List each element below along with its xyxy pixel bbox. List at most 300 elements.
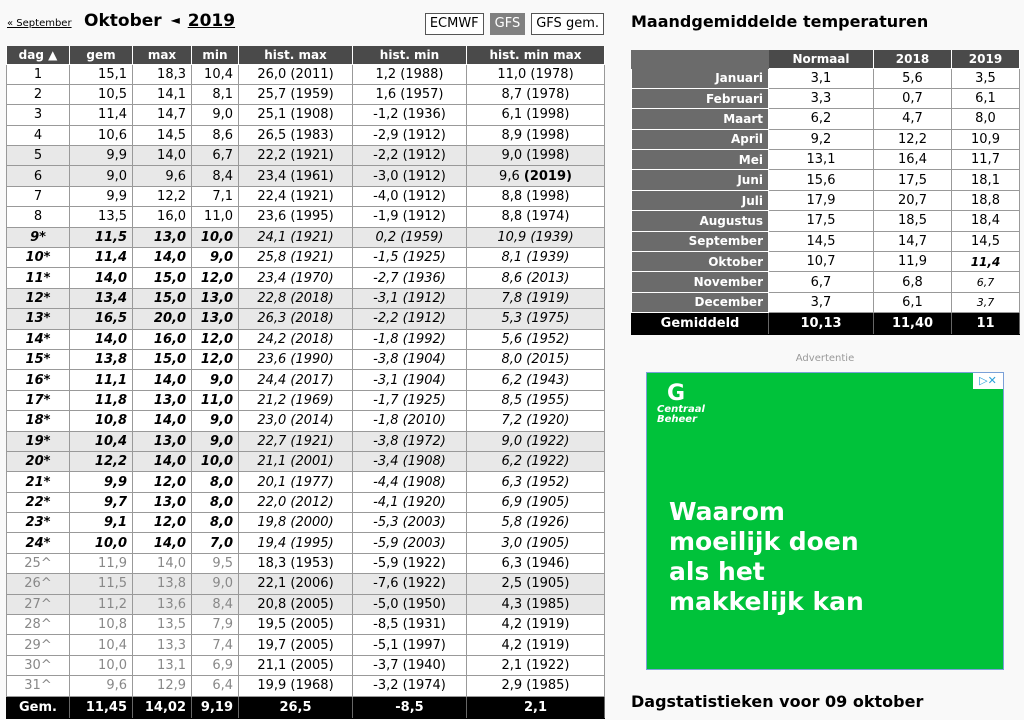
monthly-row bbox=[632, 129, 1020, 149]
month-label: Oktober bbox=[632, 252, 769, 272]
monthly-row bbox=[632, 190, 1020, 210]
hist-min-cell: 1,6 (1957) bbox=[353, 84, 467, 104]
min-cell: 11,0 bbox=[192, 207, 239, 227]
monthly-footer-label: Gemiddeld bbox=[632, 313, 769, 335]
hist-min-max-cell: 11,0 (1978) bbox=[467, 64, 605, 84]
footer-hist-min-max: 2,1 bbox=[467, 696, 605, 718]
table-row bbox=[7, 655, 605, 675]
monthly-row bbox=[632, 211, 1020, 231]
month-label: Juni bbox=[632, 170, 769, 190]
monthly-footer-row bbox=[632, 313, 1020, 335]
brand-name-line2: Beheer bbox=[657, 414, 698, 425]
centraal-beheer-logo bbox=[657, 383, 705, 425]
table-footer-row bbox=[7, 696, 605, 718]
table-row bbox=[7, 635, 605, 655]
hist-max-cell: 22,0 (2012) bbox=[239, 492, 353, 512]
min-cell: 9,0 bbox=[192, 105, 239, 125]
gem-cell: 10,0 bbox=[70, 533, 133, 553]
hist-min-cell: -3,8 (1904) bbox=[353, 349, 467, 369]
year-2019-cell: 8,0 bbox=[952, 109, 1020, 129]
month-label: Februari bbox=[632, 88, 769, 108]
day-cell: 3 bbox=[7, 105, 70, 125]
ad-headline-line: Waarom bbox=[669, 497, 785, 526]
gem-cell: 13,5 bbox=[70, 207, 133, 227]
normaal-cell: 3,7 bbox=[769, 292, 874, 312]
hist-min-cell: -2,2 (1912) bbox=[353, 309, 467, 329]
hist-max-cell: 23,4 (1970) bbox=[239, 268, 353, 288]
min-cell: 9,0 bbox=[192, 248, 239, 268]
normaal-cell: 10,7 bbox=[769, 252, 874, 272]
table-row bbox=[7, 186, 605, 206]
hist-min-max-cell: 6,2 (1922) bbox=[467, 451, 605, 471]
year-2018-cell: 18,5 bbox=[874, 211, 952, 231]
table-row bbox=[7, 125, 605, 145]
gem-cell: 11,1 bbox=[70, 370, 133, 390]
hist-min-cell: -2,7 (1936) bbox=[353, 268, 467, 288]
footer-min: 9,19 bbox=[192, 696, 239, 718]
gem-cell: 10,5 bbox=[70, 84, 133, 104]
hist-min-cell: -1,7 (1925) bbox=[353, 390, 467, 410]
monthly-row bbox=[632, 150, 1020, 170]
hist-min-max-cell: 4,2 (1919) bbox=[467, 635, 605, 655]
column-header-max[interactable]: max bbox=[133, 46, 192, 64]
year-2018-cell: 0,7 bbox=[874, 88, 952, 108]
hist-max-cell: 26,3 (2018) bbox=[239, 309, 353, 329]
footer-hist-min: -8,5 bbox=[353, 696, 467, 718]
gem-cell: 10,8 bbox=[70, 411, 133, 431]
max-cell: 9,6 bbox=[133, 166, 192, 186]
year-2019-cell: 10,9 bbox=[952, 129, 1020, 149]
max-cell: 14,0 bbox=[133, 553, 192, 573]
min-cell: 13,0 bbox=[192, 309, 239, 329]
table-row bbox=[7, 309, 605, 329]
day-cell: 7 bbox=[7, 186, 70, 206]
month-label: April bbox=[632, 129, 769, 149]
day-cell: 15* bbox=[7, 349, 70, 369]
max-cell: 16,0 bbox=[133, 207, 192, 227]
ad-headline bbox=[669, 497, 864, 617]
min-cell: 6,7 bbox=[192, 146, 239, 166]
day-cell: 11* bbox=[7, 268, 70, 288]
max-cell: 12,2 bbox=[133, 186, 192, 206]
hist-max-cell: 24,4 (2017) bbox=[239, 370, 353, 390]
min-cell: 9,0 bbox=[192, 431, 239, 451]
hist-min-max-cell: 2,5 (1905) bbox=[467, 574, 605, 594]
day-cell: 29^ bbox=[7, 635, 70, 655]
gem-cell: 11,9 bbox=[70, 553, 133, 573]
hist-min-cell: -1,5 (1925) bbox=[353, 248, 467, 268]
normaal-cell: 6,2 bbox=[769, 109, 874, 129]
brand-name-line1: Centraal bbox=[657, 404, 705, 415]
hist-min-max-cell: 5,6 (1952) bbox=[467, 329, 605, 349]
hist-min-cell: -3,2 (1974) bbox=[353, 676, 467, 696]
day-cell: 5 bbox=[7, 146, 70, 166]
month-name: Oktober bbox=[84, 11, 162, 31]
footer-max: 14,02 bbox=[133, 696, 192, 718]
max-cell: 15,0 bbox=[133, 268, 192, 288]
table-row bbox=[7, 574, 605, 594]
min-cell: 8,0 bbox=[192, 472, 239, 492]
previous-month-link[interactable]: « September bbox=[7, 18, 72, 29]
min-cell: 11,0 bbox=[192, 390, 239, 410]
max-cell: 15,0 bbox=[133, 349, 192, 369]
min-cell: 9,0 bbox=[192, 574, 239, 594]
table-row bbox=[7, 207, 605, 227]
hist-min-max-cell: 6,1 (1998) bbox=[467, 105, 605, 125]
hist-max-cell: 19,8 (2000) bbox=[239, 513, 353, 533]
month-label: Maart bbox=[632, 109, 769, 129]
month-label: September bbox=[632, 231, 769, 251]
ad-headline-line: moeilijk doen bbox=[669, 527, 859, 556]
day-cell: 20* bbox=[7, 451, 70, 471]
max-cell: 13,0 bbox=[133, 492, 192, 512]
footer-label: Gem. bbox=[7, 696, 70, 718]
hist-min-max-cell: 10,9 (1939) bbox=[467, 227, 605, 247]
hist-max-cell: 19,5 (2005) bbox=[239, 615, 353, 635]
gem-cell: 14,0 bbox=[70, 329, 133, 349]
hist-min-max-cell: 8,9 (1998) bbox=[467, 125, 605, 145]
min-cell: 12,0 bbox=[192, 329, 239, 349]
day-cell: 22* bbox=[7, 492, 70, 512]
gem-cell: 14,0 bbox=[70, 268, 133, 288]
hist-min-max-cell: 4,2 (1919) bbox=[467, 615, 605, 635]
hist-min-cell: -3,7 (1940) bbox=[353, 655, 467, 675]
month-label: Juli bbox=[632, 190, 769, 210]
min-cell: 8,1 bbox=[192, 84, 239, 104]
monthly-row bbox=[632, 88, 1020, 108]
gem-cell: 15,1 bbox=[70, 64, 133, 84]
normaal-cell: 9,2 bbox=[769, 129, 874, 149]
day-cell: 25^ bbox=[7, 553, 70, 573]
column-header-min[interactable]: min bbox=[192, 46, 239, 64]
hist-max-cell: 18,3 (1953) bbox=[239, 553, 353, 573]
monthly-row bbox=[632, 68, 1020, 88]
hist-min-cell: -1,8 (2010) bbox=[353, 411, 467, 431]
gem-cell: 9,7 bbox=[70, 492, 133, 512]
table-row bbox=[7, 411, 605, 431]
min-cell: 6,9 bbox=[192, 655, 239, 675]
normaal-cell: 13,1 bbox=[769, 150, 874, 170]
monthly-averages-title: Maandgemiddelde temperaturen bbox=[631, 12, 929, 31]
year-2018-cell: 4,7 bbox=[874, 109, 952, 129]
hist-max-cell: 25,8 (1921) bbox=[239, 248, 353, 268]
hist-min-cell: -3,4 (1908) bbox=[353, 451, 467, 471]
month-title bbox=[84, 11, 235, 31]
hist-max-cell: 23,6 (1995) bbox=[239, 207, 353, 227]
gem-cell: 11,5 bbox=[70, 227, 133, 247]
hist-min-cell: 1,2 (1988) bbox=[353, 64, 467, 84]
year-2019-cell: 14,5 bbox=[952, 231, 1020, 251]
table-row bbox=[7, 64, 605, 84]
hist-min-max-cell: 3,0 (1905) bbox=[467, 533, 605, 553]
hist-min-cell: -4,0 (1912) bbox=[353, 186, 467, 206]
table-row bbox=[7, 370, 605, 390]
hist-min-max-cell: 5,8 (1926) bbox=[467, 513, 605, 533]
month-label: December bbox=[632, 292, 769, 312]
gem-cell: 16,5 bbox=[70, 309, 133, 329]
table-row bbox=[7, 492, 605, 512]
normaal-cell: 14,5 bbox=[769, 231, 874, 251]
hist-min-cell: -5,3 (2003) bbox=[353, 513, 467, 533]
hist-min-cell: -3,8 (1972) bbox=[353, 431, 467, 451]
gem-cell: 9,9 bbox=[70, 472, 133, 492]
month-label: Mei bbox=[632, 150, 769, 170]
gem-cell: 11,5 bbox=[70, 574, 133, 594]
hist-max-cell: 21,2 (1969) bbox=[239, 390, 353, 410]
min-cell: 8,6 bbox=[192, 125, 239, 145]
normaal-cell: 17,5 bbox=[769, 211, 874, 231]
monthly-footer-2018: 11,40 bbox=[874, 313, 952, 335]
table-row bbox=[7, 329, 605, 349]
day-cell: 19* bbox=[7, 431, 70, 451]
hist-min-cell: -2,9 (1912) bbox=[353, 125, 467, 145]
hist-min-max-cell: 2,9 (1985) bbox=[467, 676, 605, 696]
hist-min-cell: -7,6 (1922) bbox=[353, 574, 467, 594]
max-cell: 12,0 bbox=[133, 513, 192, 533]
min-cell: 6,4 bbox=[192, 676, 239, 696]
column-header-2018: 2018 bbox=[874, 50, 952, 68]
ad-choices-close-icon[interactable]: ▷✕ bbox=[973, 373, 1003, 389]
month-navigation bbox=[6, 8, 604, 46]
day-cell: 1 bbox=[7, 64, 70, 84]
min-cell: 9,0 bbox=[192, 411, 239, 431]
daily-temperature-panel bbox=[6, 8, 604, 719]
hist-min-cell: -8,5 (1931) bbox=[353, 615, 467, 635]
hist-min-max-cell: 6,9 (1905) bbox=[467, 492, 605, 512]
normaal-cell: 3,3 bbox=[769, 88, 874, 108]
hist-min-max-cell: 9,0 (1922) bbox=[467, 431, 605, 451]
hist-min-cell: -1,8 (1992) bbox=[353, 329, 467, 349]
gem-cell: 11,4 bbox=[70, 248, 133, 268]
min-cell: 7,4 bbox=[192, 635, 239, 655]
max-cell: 18,3 bbox=[133, 64, 192, 84]
max-cell: 14,0 bbox=[133, 411, 192, 431]
table-row bbox=[7, 553, 605, 573]
table-header-row bbox=[7, 46, 605, 64]
max-cell: 14,0 bbox=[133, 533, 192, 553]
day-cell: 13* bbox=[7, 309, 70, 329]
column-header-2019: 2019 bbox=[952, 50, 1020, 68]
hist-min-cell: -1,9 (1912) bbox=[353, 207, 467, 227]
hist-min-max-cell: 8,8 (1998) bbox=[467, 186, 605, 206]
year-2018-cell: 17,5 bbox=[874, 170, 952, 190]
max-cell: 13,0 bbox=[133, 431, 192, 451]
hist-max-cell: 20,1 (1977) bbox=[239, 472, 353, 492]
hist-max-cell: 26,5 (1983) bbox=[239, 125, 353, 145]
hist-max-cell: 24,2 (2018) bbox=[239, 329, 353, 349]
min-cell: 7,0 bbox=[192, 533, 239, 553]
column-header-gem[interactable]: gem bbox=[70, 46, 133, 64]
table-row bbox=[7, 166, 605, 186]
year-2018-cell: 6,8 bbox=[874, 272, 952, 292]
hist-min-cell: -3,0 (1912) bbox=[353, 166, 467, 186]
hist-max-cell: 21,1 (2001) bbox=[239, 451, 353, 471]
year-link[interactable]: 2019 bbox=[187, 11, 236, 31]
min-cell: 7,9 bbox=[192, 615, 239, 635]
year-2019-cell: 6,7 bbox=[952, 272, 1020, 292]
monthly-row bbox=[632, 252, 1020, 272]
year-2019-cell: 3,5 bbox=[952, 68, 1020, 88]
normaal-cell: 3,1 bbox=[769, 68, 874, 88]
max-cell: 13,3 bbox=[133, 635, 192, 655]
min-cell: 7,1 bbox=[192, 186, 239, 206]
hist-max-cell: 19,7 (2005) bbox=[239, 635, 353, 655]
max-cell: 12,9 bbox=[133, 676, 192, 696]
year-2018-cell: 11,9 bbox=[874, 252, 952, 272]
hist-min-cell: -3,1 (1904) bbox=[353, 370, 467, 390]
hist-max-cell: 22,7 (1921) bbox=[239, 431, 353, 451]
max-cell: 13,8 bbox=[133, 574, 192, 594]
max-cell: 14,0 bbox=[133, 370, 192, 390]
hist-min-cell: -1,2 (1936) bbox=[353, 105, 467, 125]
day-cell: 14* bbox=[7, 329, 70, 349]
table-row bbox=[7, 84, 605, 104]
year-2019-cell: 18,4 bbox=[952, 211, 1020, 231]
hist-max-cell: 21,1 (2005) bbox=[239, 655, 353, 675]
max-cell: 14,1 bbox=[133, 84, 192, 104]
gem-cell: 9,9 bbox=[70, 146, 133, 166]
table-row bbox=[7, 451, 605, 471]
hist-min-max-cell: 8,7 (1978) bbox=[467, 84, 605, 104]
year-2018-cell: 14,7 bbox=[874, 231, 952, 251]
monthly-row bbox=[632, 170, 1020, 190]
year-2018-cell: 5,6 bbox=[874, 68, 952, 88]
gem-cell: 9,6 bbox=[70, 676, 133, 696]
max-cell: 14,7 bbox=[133, 105, 192, 125]
column-header-hist-max[interactable]: hist. max bbox=[239, 46, 353, 64]
ecmwf-button[interactable]: ECMWF bbox=[425, 13, 484, 35]
hist-min-cell: -3,1 (1912) bbox=[353, 288, 467, 308]
hist-min-max-cell: 6,3 (1952) bbox=[467, 472, 605, 492]
year-2018-cell: 16,4 bbox=[874, 150, 952, 170]
footer-hist-max: 26,5 bbox=[239, 696, 353, 718]
table-row bbox=[7, 390, 605, 410]
table-row bbox=[7, 227, 605, 247]
ad-headline-line: als het bbox=[669, 557, 765, 586]
max-cell: 13,6 bbox=[133, 594, 192, 614]
min-cell: 9,0 bbox=[192, 370, 239, 390]
hist-max-cell: 25,7 (1959) bbox=[239, 84, 353, 104]
monthly-row bbox=[632, 231, 1020, 251]
table-row bbox=[7, 248, 605, 268]
previous-arrow-icon[interactable]: ◄ bbox=[170, 13, 180, 27]
min-cell: 8,4 bbox=[192, 166, 239, 186]
month-label: Januari bbox=[632, 68, 769, 88]
year-2019-cell: 18,8 bbox=[952, 190, 1020, 210]
column-header-hist-min-max[interactable]: hist. min max bbox=[467, 46, 605, 64]
min-cell: 10,4 bbox=[192, 64, 239, 84]
advertisement-label: Advertentie bbox=[795, 353, 855, 364]
gem-cell: 11,4 bbox=[70, 105, 133, 125]
year-2018-cell: 6,1 bbox=[874, 292, 952, 312]
hist-min-cell: -5,9 (2003) bbox=[353, 533, 467, 553]
daily-temperature-table bbox=[6, 46, 605, 719]
min-cell: 10,0 bbox=[192, 227, 239, 247]
gem-cell: 9,1 bbox=[70, 513, 133, 533]
hist-min-max-cell: 8,1 (1939) bbox=[467, 248, 605, 268]
hist-min-max-cell: 4,3 (1985) bbox=[467, 594, 605, 614]
gfs-gem-button[interactable]: GFS gem. bbox=[531, 13, 604, 35]
min-cell: 8,4 bbox=[192, 594, 239, 614]
sort-by-day-header[interactable]: dag ▲ bbox=[7, 46, 70, 64]
monthly-footer-normaal: 10,13 bbox=[769, 313, 874, 335]
gfs-button[interactable]: GFS bbox=[490, 13, 526, 35]
month-label: November bbox=[632, 272, 769, 292]
hist-min-cell: -4,1 (1920) bbox=[353, 492, 467, 512]
monthly-footer-2019: 11 bbox=[952, 313, 1020, 335]
day-cell: 24* bbox=[7, 533, 70, 553]
day-cell: 2 bbox=[7, 84, 70, 104]
gem-cell: 13,8 bbox=[70, 349, 133, 369]
hist-max-cell: 23,4 (1961) bbox=[239, 166, 353, 186]
min-cell: 12,0 bbox=[192, 268, 239, 288]
min-cell: 10,0 bbox=[192, 451, 239, 471]
max-cell: 12,0 bbox=[133, 472, 192, 492]
max-cell: 14,5 bbox=[133, 125, 192, 145]
max-cell: 16,0 bbox=[133, 329, 192, 349]
gem-cell: 13,4 bbox=[70, 288, 133, 308]
day-cell: 31^ bbox=[7, 676, 70, 696]
year-2019-cell: 11,7 bbox=[952, 150, 1020, 170]
hist-min-max-cell: 8,8 (1974) bbox=[467, 207, 605, 227]
hist-min-max-cell: 9,6 (2019) bbox=[467, 166, 605, 186]
gem-cell: 10,4 bbox=[70, 431, 133, 451]
hist-max-cell: 22,4 (1921) bbox=[239, 186, 353, 206]
day-cell: 4 bbox=[7, 125, 70, 145]
hist-min-cell: -5,9 (1922) bbox=[353, 553, 467, 573]
day-cell: 6 bbox=[7, 166, 70, 186]
day-statistics-title: Dagstatistieken voor 09 oktober bbox=[631, 692, 924, 711]
max-cell: 15,0 bbox=[133, 288, 192, 308]
day-cell: 21* bbox=[7, 472, 70, 492]
hist-min-max-cell: 5,3 (1975) bbox=[467, 309, 605, 329]
advertisement-banner[interactable] bbox=[646, 372, 1004, 670]
hist-max-cell: 22,8 (2018) bbox=[239, 288, 353, 308]
year-2019-cell: 3,7 bbox=[952, 292, 1020, 312]
hist-min-cell: -5,1 (1997) bbox=[353, 635, 467, 655]
column-header-hist-min[interactable]: hist. min bbox=[353, 46, 467, 64]
hist-max-cell: 23,0 (2014) bbox=[239, 411, 353, 431]
gem-cell: 11,2 bbox=[70, 594, 133, 614]
gem-cell: 9,0 bbox=[70, 166, 133, 186]
hist-min-max-cell: 7,2 (1920) bbox=[467, 411, 605, 431]
hist-max-cell: 20,8 (2005) bbox=[239, 594, 353, 614]
max-cell: 14,0 bbox=[133, 451, 192, 471]
min-cell: 13,0 bbox=[192, 288, 239, 308]
hist-min-max-cell: 7,8 (1919) bbox=[467, 288, 605, 308]
hist-max-cell: 23,6 (1990) bbox=[239, 349, 353, 369]
hist-max-cell: 19,9 (1968) bbox=[239, 676, 353, 696]
hist-min-cell: 0,2 (1959) bbox=[353, 227, 467, 247]
max-cell: 13,0 bbox=[133, 390, 192, 410]
max-cell: 13,5 bbox=[133, 615, 192, 635]
hist-max-cell: 22,2 (1921) bbox=[239, 146, 353, 166]
max-cell: 20,0 bbox=[133, 309, 192, 329]
day-cell: 16* bbox=[7, 370, 70, 390]
day-cell: 17* bbox=[7, 390, 70, 410]
table-row bbox=[7, 146, 605, 166]
hist-min-max-cell: 8,6 (2013) bbox=[467, 268, 605, 288]
day-cell: 23* bbox=[7, 513, 70, 533]
hist-min-max-cell: 6,3 (1946) bbox=[467, 553, 605, 573]
year-2019-cell: 6,1 bbox=[952, 88, 1020, 108]
ad-headline-line: makkelijk kan bbox=[669, 587, 864, 616]
monthly-row bbox=[632, 109, 1020, 129]
year-2018-cell: 20,7 bbox=[874, 190, 952, 210]
day-cell: 28^ bbox=[7, 615, 70, 635]
table-row bbox=[7, 594, 605, 614]
table-row bbox=[7, 533, 605, 553]
